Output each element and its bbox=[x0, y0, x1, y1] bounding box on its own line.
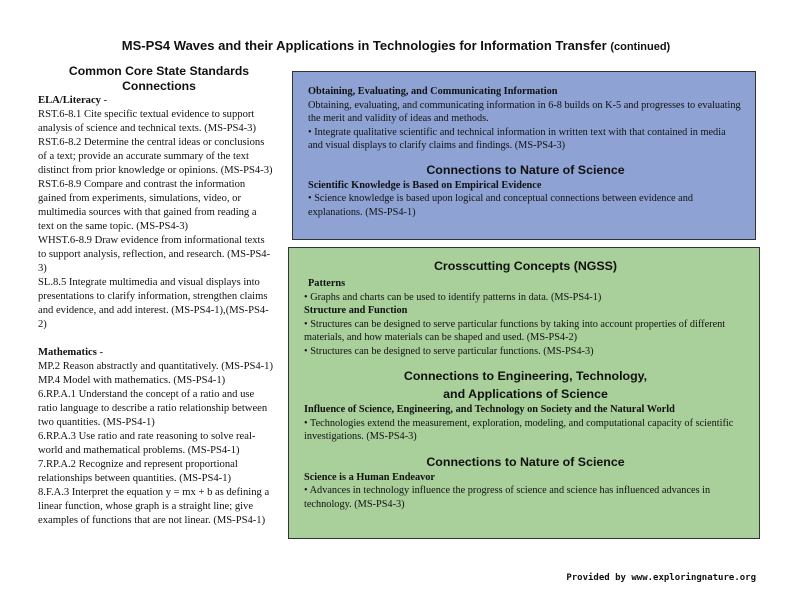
crosscutting-concepts-box bbox=[288, 247, 760, 539]
common-core-heading-line2: Connections bbox=[122, 79, 196, 93]
nos-bullet: • Science knowledge is based upon logical and conceptual connections between evidence and explanations. (MS-PS4-1) bbox=[308, 192, 743, 219]
practice-text: Obtaining, evaluating, and communicating information in 6-8 builds on K-5 and progresses to evaluating the merit and validity of ideas and methods. bbox=[308, 99, 741, 124]
human-endeavor-subtitle: Science is a Human Endeavor bbox=[304, 471, 436, 483]
engineering-heading bbox=[304, 367, 747, 403]
ete-subtitle: Influence of Science, Engineering, and Technology on Society and the Natural World bbox=[304, 404, 675, 415]
math-label-line bbox=[38, 346, 274, 360]
practice-bullet: • Integrate qualitative scientific and technical information in written text with that contained in media and visual displays to clarify claims and findings. (MS-PS4-3) bbox=[308, 126, 743, 153]
science-practices-box bbox=[292, 71, 756, 240]
standard-item: WHST.6-8.9 Draw evidence from informational texts to support analysis, reflection, and research. (MS-PS4-3) bbox=[38, 235, 271, 274]
standard-item: 8.F.A.3 Interpret the equation y = mx + b as defining a linear function, whose graph is a straight line; give examples of functions that are not linear. (MS-PS4-1) bbox=[38, 487, 270, 526]
nos-subtitle: Scientific Knowledge is Based on Empirical Evidence bbox=[308, 179, 542, 191]
ete-bullet: • Technologies extend the measurement, exploration, modeling, and computational capacity of scientific investigations. (MS-PS4-3) bbox=[304, 417, 747, 444]
standard-item: RST.6-8.1 Cite specific textual evidence to support analysis of science and technical texts. (MS-PS4-3) bbox=[38, 109, 256, 134]
structure-title: Structure and Function bbox=[304, 305, 408, 316]
structure-bullet: • Structures can be designed to serve particular functions. (MS-PS4-3) bbox=[304, 345, 747, 359]
footer-credit: Provided by www.exploringnature.org bbox=[566, 573, 756, 583]
math-section bbox=[38, 346, 274, 528]
ela-label: ELA/Literacy bbox=[38, 95, 101, 106]
ela-section bbox=[38, 94, 274, 332]
patterns-title: Patterns bbox=[308, 278, 346, 289]
standard-item: RST.6-8.2 Determine the central ideas or conclusions of a text; provide an accurate summary of the text distinct from prior knowledge or opinions. (MS-PS4-3) bbox=[38, 137, 273, 176]
engineering-heading-line2: and Applications of Science bbox=[443, 387, 608, 401]
practice-title: Obtaining, Evaluating, and Communicating Information bbox=[308, 86, 558, 97]
human-endeavor-heading: Connections to Nature of Science bbox=[426, 454, 625, 469]
standard-item: 6.RP.A.3 Use ratio and rate reasoning to solve real-world and mathematical problems. (MS-PS4-1) bbox=[38, 431, 256, 456]
standard-item: 6.RP.A.1 Understand the concept of a ratio and use ratio language to describe a ratio relationship between two quantities. (MS-PS4-1) bbox=[38, 389, 268, 428]
math-label: Mathematics bbox=[38, 347, 97, 358]
structure-bullet: • Structures can be designed to serve particular functions by taking into account properties of different materials, and how materials can be shaped and used. (MS-PS4-2) bbox=[304, 318, 747, 345]
engineering-heading-line1: Connections to Engineering, Technology, bbox=[403, 369, 648, 383]
common-core-column bbox=[38, 64, 274, 528]
human-endeavor-bullet: • Advances in technology influence the progress of science and science has influenced advances in technology. (MS-PS4-3) bbox=[304, 484, 747, 511]
page-title bbox=[0, 38, 792, 53]
standard-item: MP.2 Reason abstractly and quantitatively. (MS-PS4-1) bbox=[38, 361, 273, 372]
nature-of-science-heading: Connections to Nature of Science bbox=[426, 162, 625, 177]
page-title-suffix: (continued) bbox=[610, 41, 671, 53]
standard-item: SL.8.5 Integrate multimedia and visual displays into presentations to clarify information, strengthen claims and evidence, and add interest. (MS-PS4-1),(MS-PS4-2) bbox=[38, 277, 269, 330]
common-core-heading bbox=[38, 64, 274, 94]
standard-item: MP.4 Model with mathematics. (MS-PS4-1) bbox=[38, 375, 226, 386]
crosscutting-heading: Crosscutting Concepts (NGSS) bbox=[433, 259, 618, 273]
common-core-heading-line1: Common Core State Standards bbox=[68, 64, 250, 78]
patterns-bullet: • Graphs and charts can be used to identify patterns in data. (MS-PS4-1) bbox=[304, 291, 747, 305]
math-dash: - bbox=[96, 347, 104, 358]
page-title-text: MS-PS4 Waves and their Applications in Technologies for Information Transfer bbox=[121, 38, 607, 53]
standard-item: RST.6-8.9 Compare and contrast the information gained from experiments, simulations, video, or multimedia sources with that gained from reading a text on the same topic. (MS-PS4-3) bbox=[38, 179, 257, 232]
standard-item: 7.RP.A.2 Recognize and represent proportional relationships between quantities. (MS-PS4-1) bbox=[38, 459, 238, 484]
ela-label-line bbox=[38, 94, 274, 108]
ela-dash: - bbox=[100, 95, 108, 106]
section-spacer bbox=[38, 332, 274, 346]
